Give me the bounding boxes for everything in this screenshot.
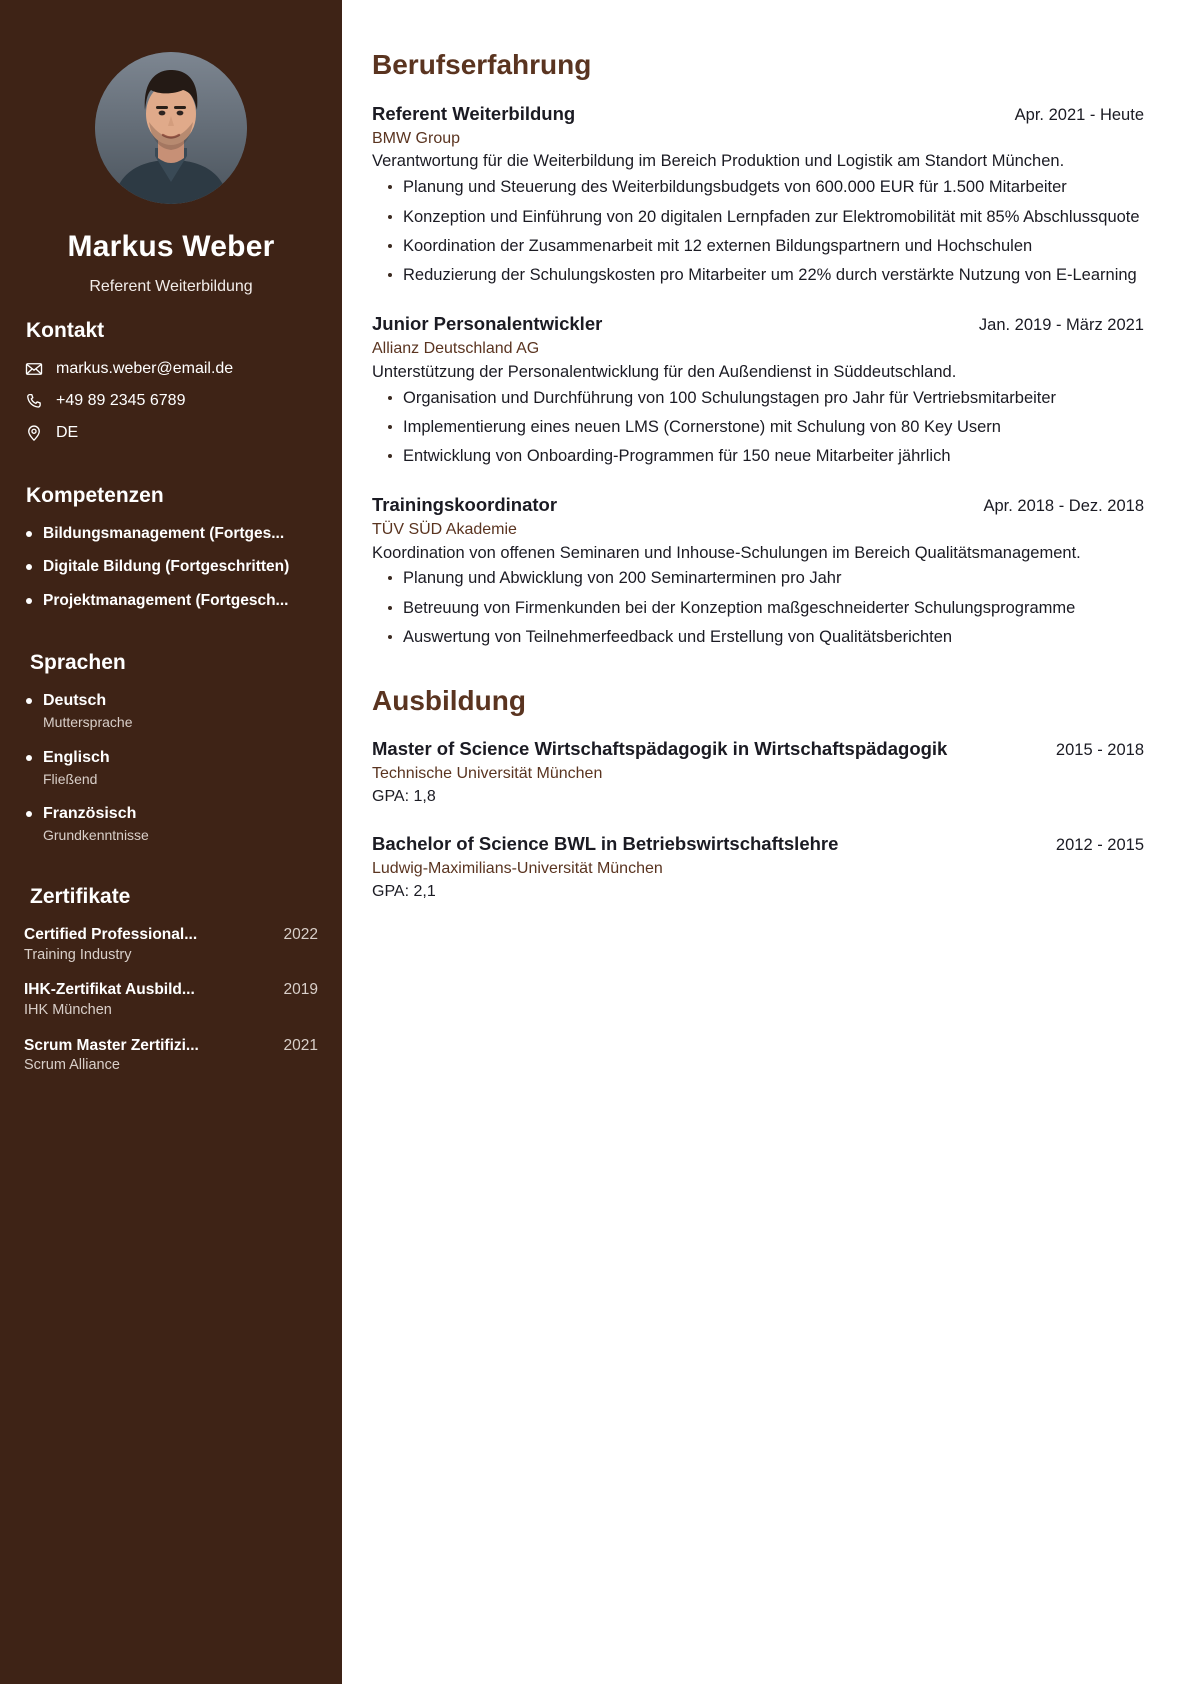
experience-bullet: Betreuung von Firmenkunden bei der Konzeption maßgeschneiderter Schulungsprogramme xyxy=(372,597,1144,620)
experience-bullet: Konzeption und Einführung von 20 digitalen Lernpfaden zur Elektromobilität mit 85% Abschlussquote xyxy=(372,206,1144,229)
education-section-heading: Ausbildung xyxy=(372,684,526,716)
certificate-issuer: Scrum Alliance xyxy=(24,1056,120,1073)
experience-date: Apr. 2018 - Dez. 2018 xyxy=(983,496,1144,515)
experience-bullet: Entwicklung von Onboarding-Programmen für 150 neue Mitarbeiter jährlich xyxy=(372,445,1144,468)
certificate-item xyxy=(24,925,318,964)
experience-organization: TÜV SÜD Akademie xyxy=(372,520,517,538)
contact-email-value: markus.weber@email.de xyxy=(56,360,234,378)
sidebar xyxy=(0,0,342,1684)
contact-heading: Kontakt xyxy=(26,318,105,342)
experience-bullet-list xyxy=(372,387,1144,469)
main-content xyxy=(342,0,1190,1684)
contact-email-row[interactable] xyxy=(24,359,318,379)
language-item xyxy=(24,804,318,844)
language-name: Englisch xyxy=(43,748,110,766)
experience-bullet: Koordination der Zusammenarbeit mit 12 externen Bildungspartnern und Hochschulen xyxy=(372,235,1144,258)
education-title: Master of Science Wirtschaftspädagogik in Wirtschaftspädagogik xyxy=(372,738,948,760)
contact-phone-value: +49 89 2345 6789 xyxy=(56,392,186,410)
experience-description: Unterstützung der Personalentwicklung für den Außendienst in Süddeutschland. xyxy=(372,362,957,381)
certificate-issuer: IHK München xyxy=(24,1001,112,1018)
languages-list xyxy=(24,691,318,844)
language-item xyxy=(24,748,318,788)
experience-date: Jan. 2019 - März 2021 xyxy=(978,315,1144,334)
experience-bullet-list xyxy=(372,176,1144,288)
language-level: Muttersprache xyxy=(43,714,133,731)
certificate-year: 2019 xyxy=(283,981,318,999)
experience-description: Verantwortung für die Weiterbildung im Bereich Produktion und Logistik am Standort München. xyxy=(372,152,1065,171)
experience-bullet: Organisation und Durchführung von 100 Schulungstagen pro Jahr für Vertriebsmitarbeiter xyxy=(372,387,1144,410)
experience-title: Junior Personalentwickler xyxy=(372,312,603,334)
skills-list xyxy=(24,524,318,610)
candidate-job-title: Referent Weiterbildung xyxy=(89,277,253,295)
experience-section-heading: Berufserfahrung xyxy=(372,49,592,80)
experience-title: Trainingskoordinator xyxy=(372,493,558,515)
certificate-issuer: Training Industry xyxy=(24,946,132,963)
education-institution: Technische Universität München xyxy=(372,765,603,783)
education-entry xyxy=(372,737,1144,808)
language-level: Fließend xyxy=(43,770,98,787)
certificate-year: 2022 xyxy=(283,926,318,944)
experience-organization: Allianz Deutschland AG xyxy=(372,340,540,358)
education-title: Bachelor of Science BWL in Betriebswirtschaftslehre xyxy=(372,833,839,855)
language-level: Grundkenntnisse xyxy=(43,826,149,843)
experience-title: Referent Weiterbildung xyxy=(372,102,576,124)
experience-entry xyxy=(372,312,1144,469)
certificates-list xyxy=(24,925,318,1075)
language-item xyxy=(24,691,318,731)
phone-icon xyxy=(24,391,44,411)
experience-bullet-list xyxy=(372,567,1144,649)
experience-bullet: Planung und Steuerung des Weiterbildungsbudgets von 600.000 EUR für 1.500 Mitarbeiter xyxy=(372,176,1144,199)
language-name: Französisch xyxy=(43,804,137,822)
education-date: 2015 - 2018 xyxy=(1055,741,1144,760)
certificate-name: Scrum Master Zertifizi... xyxy=(24,1036,199,1054)
certificate-name: Certified Professional... xyxy=(24,926,198,944)
experience-organization: BMW Group xyxy=(372,129,461,147)
certificate-item xyxy=(24,980,318,1019)
avatar-wrapper xyxy=(24,52,318,204)
languages-heading: Sprachen xyxy=(30,651,126,675)
contact-phone-row[interactable] xyxy=(24,391,318,411)
certificate-year: 2021 xyxy=(283,1036,318,1054)
envelope-icon xyxy=(24,359,44,379)
contact-location-row[interactable] xyxy=(24,423,318,443)
experience-bullet: Planung und Abwicklung von 200 Seminarterminen pro Jahr xyxy=(372,567,1144,590)
experience-bullet: Implementierung eines neuen LMS (Cornerstone) mit Schulung von 80 Key Usern xyxy=(372,416,1144,439)
education-gpa: GPA: 2,1 xyxy=(372,883,436,901)
experience-date: Apr. 2021 - Heute xyxy=(1014,105,1144,124)
experience-entry xyxy=(372,493,1144,650)
certificates-heading: Zertifikate xyxy=(30,884,131,908)
experience-bullet: Auswertung von Teilnehmerfeedback und Erstellung von Qualitätsberichten xyxy=(372,626,1144,649)
certificate-name: IHK-Zertifikat Ausbild... xyxy=(24,981,195,999)
skill-item: Projektmanagement (Fortgesch... xyxy=(24,591,318,610)
skills-heading: Kompetenzen xyxy=(26,483,164,507)
contact-location-value: DE xyxy=(56,424,79,442)
location-pin-icon xyxy=(24,423,44,443)
education-entry xyxy=(372,832,1144,903)
education-gpa: GPA: 1,8 xyxy=(372,787,436,805)
candidate-name: Markus Weber xyxy=(67,230,275,263)
language-name: Deutsch xyxy=(43,692,107,710)
education-date: 2012 - 2015 xyxy=(1055,836,1144,855)
experience-bullet: Reduzierung der Schulungskosten pro Mitarbeiter um 22% durch verstärkte Nutzung von E-Learning xyxy=(372,264,1144,287)
education-institution: Ludwig-Maximilians-Universität München xyxy=(372,860,663,878)
skill-item: Digitale Bildung (Fortgeschritten) xyxy=(24,557,318,576)
experience-description: Koordination von offenen Seminaren und Inhouse-Schulungen im Bereich Qualitätsmanagement. xyxy=(372,543,1081,562)
avatar xyxy=(95,52,247,204)
certificate-item xyxy=(24,1036,318,1075)
skill-item: Bildungsmanagement (Fortges... xyxy=(24,524,318,543)
experience-entry xyxy=(372,102,1144,288)
